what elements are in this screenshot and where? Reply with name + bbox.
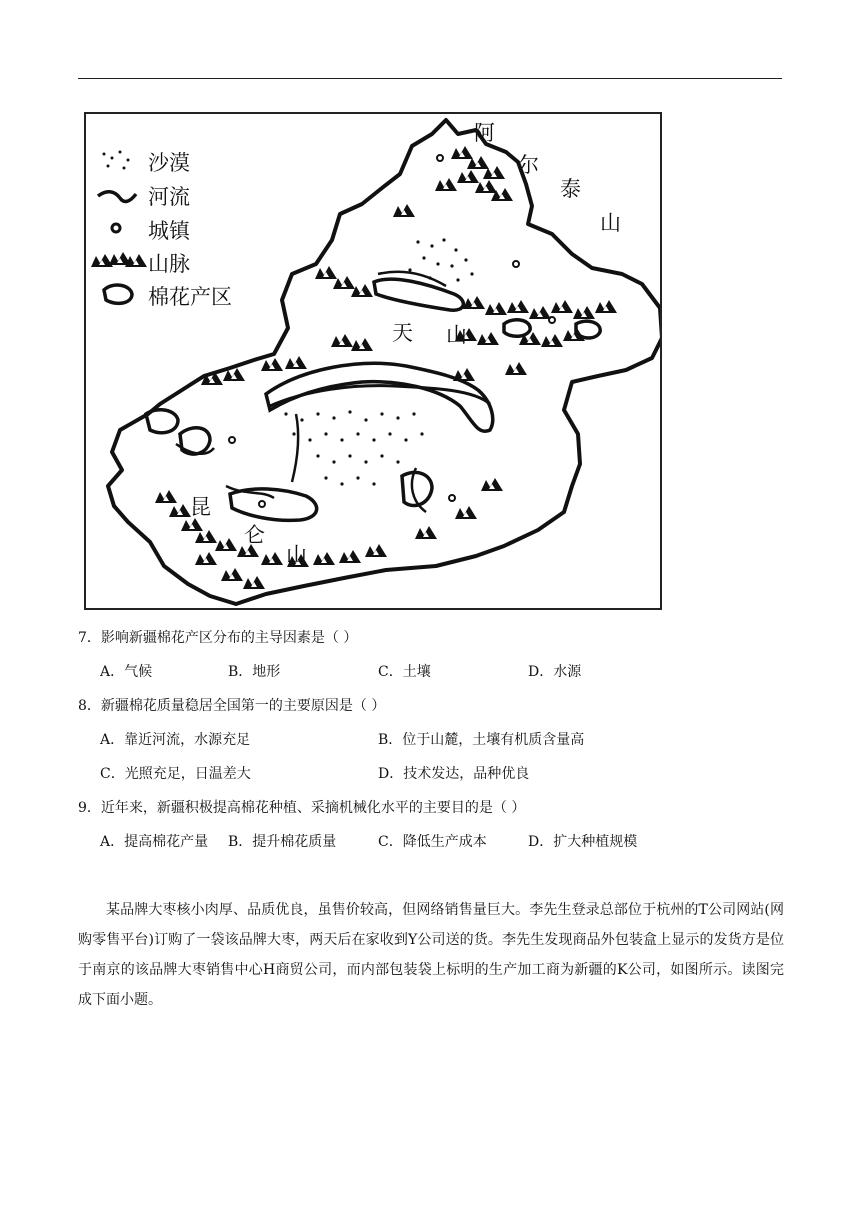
river-legend-icon: [98, 192, 136, 202]
question-9-option-c: C．降低生产成本: [378, 834, 487, 850]
question-8-option-b: B．位于山麓，土壤有机质含量高: [378, 732, 585, 748]
xinjiang-cotton-map: [84, 112, 662, 610]
legend-mountain: 山脉: [148, 252, 190, 276]
question-7: [78, 628, 357, 648]
question-8-number: 8．: [78, 698, 101, 714]
question-7-option-c: C．土壤: [378, 664, 431, 680]
question-7-option-d: D．水源: [528, 664, 582, 680]
legend-desert: 沙漠: [148, 151, 190, 175]
cotton-zone-north: [374, 279, 463, 310]
cotton-zone-southwest: [230, 489, 317, 520]
question-9-option-d: D．扩大种植规模: [528, 834, 638, 850]
question-9-stem: 近年来，新疆积极提高棉花种植、采摘机械化水平的主要目的是（ ）: [100, 800, 526, 816]
altai-label-4: 山: [600, 211, 621, 235]
question-7-option-a: A．气候: [100, 664, 153, 680]
question-8-option-d: D．技术发达，品种优良: [378, 766, 530, 782]
kunlun-label-2: 仑: [244, 523, 265, 547]
altai-label-3: 泰: [560, 177, 581, 201]
question-8-option-a: A．靠近河流，水源充足: [100, 732, 251, 748]
question-9-option-a: A．提高棉花产量: [100, 834, 209, 850]
town-legend-icon: [112, 224, 120, 232]
desert-legend-icon: [103, 151, 130, 170]
cotton-zone-east1: [504, 320, 530, 337]
legend-river: 河流: [148, 185, 190, 209]
map-svg: [86, 114, 662, 610]
question-7-number: 7．: [78, 630, 101, 646]
cotton-zone-kashgar: [146, 410, 178, 433]
legend-cotton: 棉花产区: [148, 285, 232, 309]
question-8-option-c: C．光照充足，日温差大: [100, 766, 251, 782]
map-legend: [91, 151, 232, 310]
cotton-legend-icon: [104, 285, 132, 303]
reading-passage: 某品牌大枣核小肉厚、品质优良，虽售价较高，但网络销售量巨大。李先生登录总部位于杭州的T公司网站(网购零售平台)订购了一袋该品牌大枣，两天后在家收到Y公司送的货。李先生发现商品外包装盒上显示的发货方是位于南京的该品牌大枣销售中心H商贸公司，而内部包装袋上标明的生产加工商为新疆的K公司，如图所示。读图完成下面小题。: [78, 902, 784, 1008]
tianshan-label-2: 山: [446, 323, 467, 347]
header-rule: [78, 78, 782, 79]
mountains-altai: [393, 146, 513, 217]
question-8-stem: 新疆棉花质量稳居全国第一的主要原因是（ ）: [100, 698, 386, 714]
question-9-option-b: B．提升棉花质量: [228, 834, 337, 850]
cotton-zone-west: [180, 428, 210, 454]
kunlun-label-3: 山: [286, 543, 307, 567]
mountain-legend-icon: [91, 252, 147, 267]
question-9-number: 9．: [78, 800, 101, 816]
altai-label-1: 阿: [474, 121, 495, 145]
question-8: [78, 696, 385, 716]
legend-town: 城镇: [148, 219, 190, 243]
question-7-stem: 影响新疆棉花产区分布的主导因素是（ ）: [100, 630, 358, 646]
question-7-option-b: B．地形: [228, 664, 281, 680]
river-1: [292, 414, 298, 482]
question-9: [78, 798, 525, 818]
altai-label-2: 尔: [518, 153, 539, 177]
tianshan-label-1: 天: [392, 321, 413, 345]
kunlun-label-1: 昆: [190, 495, 211, 519]
